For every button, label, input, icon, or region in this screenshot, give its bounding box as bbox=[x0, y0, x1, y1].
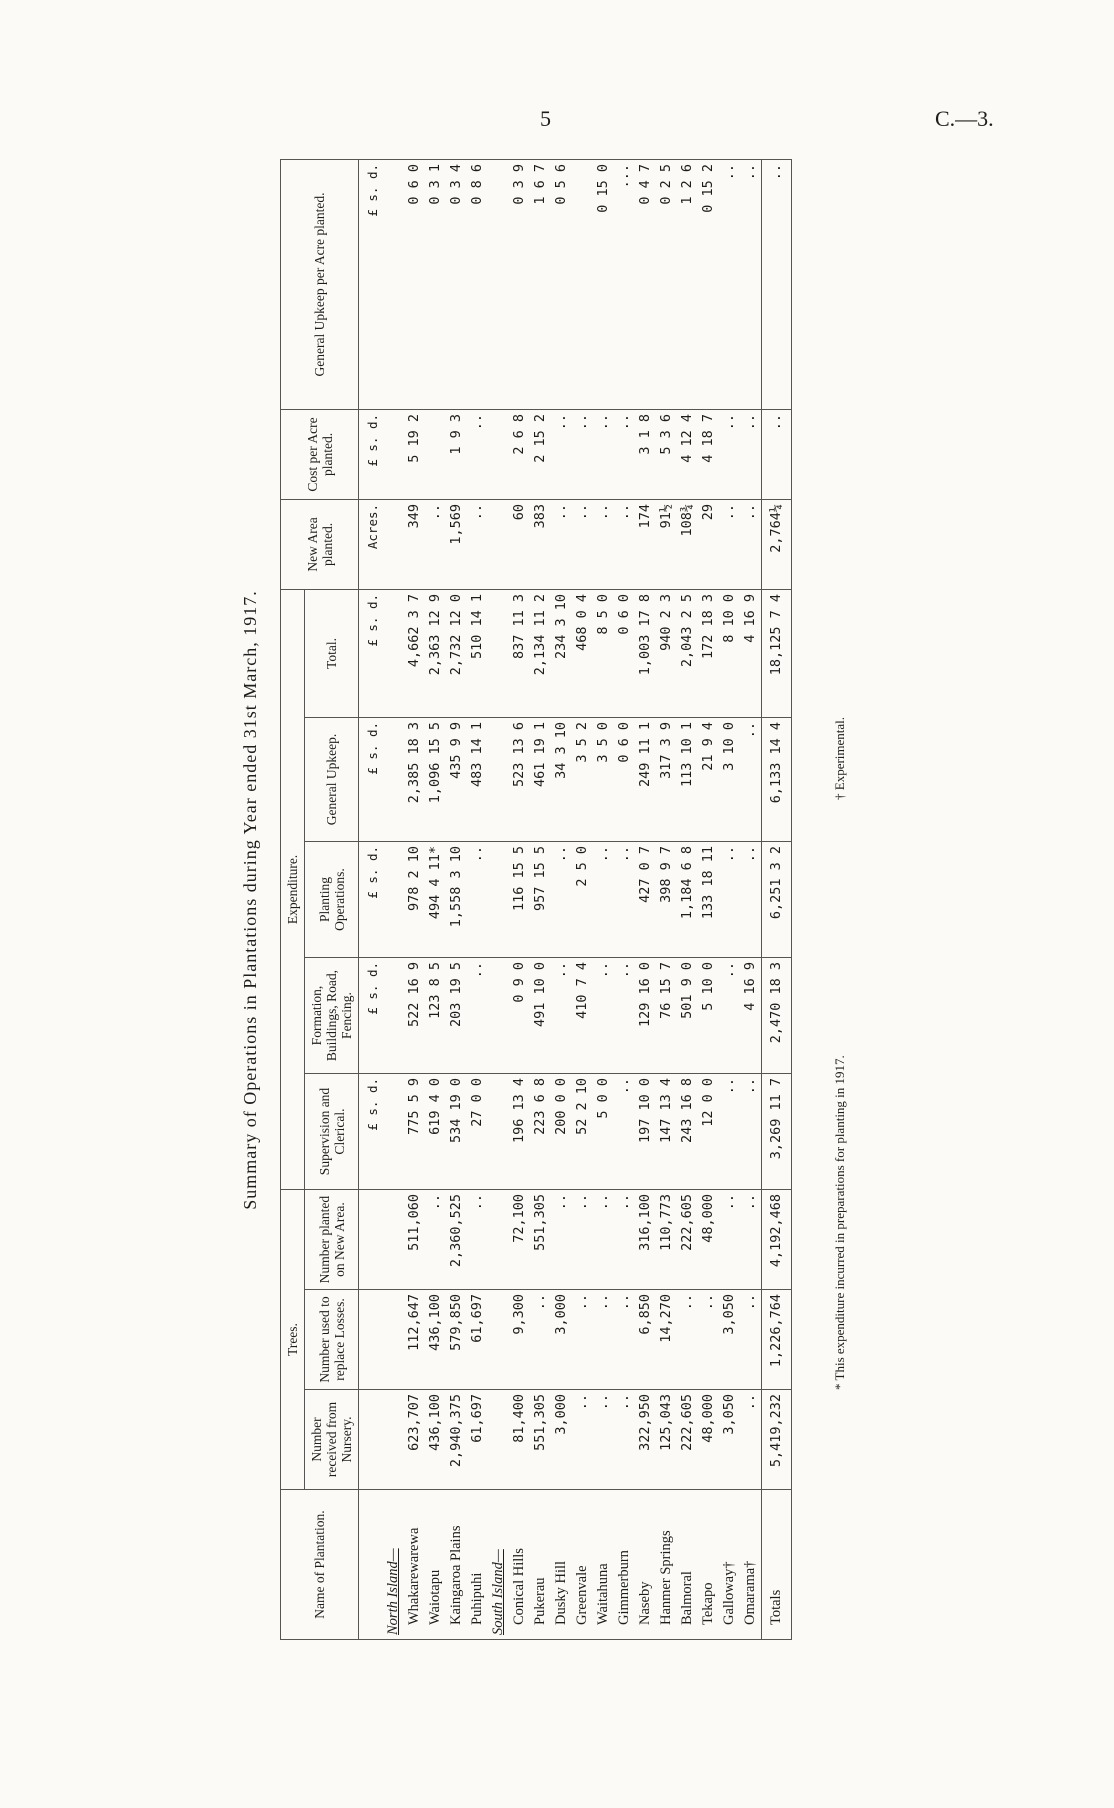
plantation-name: Omarama† bbox=[740, 1490, 762, 1640]
cell-planting: .. bbox=[551, 842, 572, 958]
cell-replace: 3,050 bbox=[719, 1290, 740, 1390]
units-name-cell bbox=[359, 1490, 384, 1640]
header-new-area: New Area planted. bbox=[281, 499, 359, 589]
cell-replace: 6,850 bbox=[635, 1290, 656, 1390]
cell-total: 2,043 2 5 bbox=[677, 589, 698, 717]
table-row bbox=[425, 159, 446, 1639]
cell-planted: .. bbox=[614, 1190, 635, 1290]
plantation-name: Galloway† bbox=[719, 1490, 740, 1640]
cell-supervision: 223 6 8 bbox=[530, 1074, 551, 1190]
units-upkeep-acre: £ s. d. bbox=[359, 159, 384, 409]
cell-upkeep: 461 19 1 bbox=[530, 718, 551, 842]
cell-replace: 3,000 bbox=[551, 1290, 572, 1390]
cell-area: 60 bbox=[509, 499, 530, 589]
cell-total: 837 11 3 bbox=[509, 589, 530, 717]
cell-supervision: 52 2 10 bbox=[572, 1074, 593, 1190]
cell-upkeep-acre: 1 6 7 bbox=[530, 159, 551, 409]
cell-replace: .. bbox=[677, 1290, 698, 1390]
header-received: Number received from Nursery. bbox=[305, 1390, 359, 1490]
plantation-name: Greenvale bbox=[572, 1490, 593, 1640]
totals-planted: 4,192,468 bbox=[762, 1190, 792, 1290]
cell-replace: 14,270 bbox=[656, 1290, 677, 1390]
cell-received: .. bbox=[572, 1390, 593, 1490]
cell-cost bbox=[425, 409, 446, 499]
cell-area: 383 bbox=[530, 499, 551, 589]
cell-area: .. bbox=[467, 499, 488, 589]
units-planting: £ s. d. bbox=[359, 842, 384, 958]
cell-planted: .. bbox=[425, 1190, 446, 1290]
cell-area: 349 bbox=[404, 499, 425, 589]
cell-area bbox=[383, 499, 404, 589]
header-upkeep-per-acre: General Upkeep per Acre planted. bbox=[281, 159, 359, 409]
group-row bbox=[488, 159, 509, 1639]
cell-upkeep: 435 9 9 bbox=[446, 718, 467, 842]
units-area: Acres. bbox=[359, 499, 384, 589]
cell-total: 172 18 3 bbox=[698, 589, 719, 717]
cell-upkeep: 523 13 6 bbox=[509, 718, 530, 842]
page-number: 5 bbox=[540, 106, 551, 131]
cell-received: 3,000 bbox=[551, 1390, 572, 1490]
rotated-summary-table-container bbox=[240, 160, 900, 1640]
cell-planted: .. bbox=[740, 1190, 762, 1290]
cell-area: 91½ bbox=[656, 499, 677, 589]
cell-planting: 957 15 5 bbox=[530, 842, 551, 958]
totals-row bbox=[762, 159, 792, 1639]
cell-replace: 436,100 bbox=[425, 1290, 446, 1390]
cell-area: .. bbox=[593, 499, 614, 589]
table-row bbox=[530, 159, 551, 1639]
cell-upkeep-acre: 0 4 7 bbox=[635, 159, 656, 409]
cell-replace: .. bbox=[572, 1290, 593, 1390]
cell-cost: 3 1 8 bbox=[635, 409, 656, 499]
cell-upkeep: 3 5 2 bbox=[572, 718, 593, 842]
cell-cost: .. bbox=[467, 409, 488, 499]
table-row bbox=[719, 159, 740, 1639]
cell-planting: 1,184 6 8 bbox=[677, 842, 698, 958]
cell-formation: 5 10 0 bbox=[698, 958, 719, 1074]
cell-supervision: 243 16 8 bbox=[677, 1074, 698, 1190]
cell-formation: 123 8 5 bbox=[425, 958, 446, 1074]
cell-supervision: 775 5 9 bbox=[404, 1074, 425, 1190]
cell-formation bbox=[488, 958, 509, 1074]
cell-planted: .. bbox=[572, 1190, 593, 1290]
cell-cost: .. bbox=[593, 409, 614, 499]
cell-planting: 1,558 3 10 bbox=[446, 842, 467, 958]
cell-upkeep-acre bbox=[572, 159, 593, 409]
cell-cost: 4 12 4 bbox=[677, 409, 698, 499]
cell-planting: 116 15 5 bbox=[509, 842, 530, 958]
cell-upkeep-acre bbox=[383, 159, 404, 409]
cell-upkeep: 483 14 1 bbox=[467, 718, 488, 842]
cell-total: 510 14 1 bbox=[467, 589, 488, 717]
cell-formation: 4 16 9 bbox=[740, 958, 762, 1074]
cell-formation: .. bbox=[593, 958, 614, 1074]
group-row bbox=[383, 159, 404, 1639]
header-upkeep: General Upkeep. bbox=[305, 718, 359, 842]
cell-supervision: 5 0 0 bbox=[593, 1074, 614, 1190]
cell-replace: .. bbox=[698, 1290, 719, 1390]
table-row bbox=[593, 159, 614, 1639]
cell-planted: .. bbox=[719, 1190, 740, 1290]
table-row bbox=[467, 159, 488, 1639]
cell-supervision: .. bbox=[740, 1074, 762, 1190]
cell-total: 0 6 0 bbox=[614, 589, 635, 717]
cell-replace: .. bbox=[593, 1290, 614, 1390]
cell-area: .. bbox=[719, 499, 740, 589]
cell-formation: 410 7 4 bbox=[572, 958, 593, 1074]
cell-area: .. bbox=[551, 499, 572, 589]
cell-planting: .. bbox=[614, 842, 635, 958]
cell-cost: .. bbox=[740, 409, 762, 499]
cell-planting: 978 2 10 bbox=[404, 842, 425, 958]
cell-upkeep: 34 3 10 bbox=[551, 718, 572, 842]
cell-planting bbox=[488, 842, 509, 958]
plantation-name: Tekapo bbox=[698, 1490, 719, 1640]
cell-received: 2,940,375 bbox=[446, 1390, 467, 1490]
table-row bbox=[551, 159, 572, 1639]
cell-supervision: .. bbox=[614, 1074, 635, 1190]
table-row bbox=[740, 159, 762, 1639]
cell-received: 551,305 bbox=[530, 1390, 551, 1490]
cell-cost: .. bbox=[719, 409, 740, 499]
totals-received: 5,419,232 bbox=[762, 1390, 792, 1490]
cell-planting: .. bbox=[467, 842, 488, 958]
cell-upkeep: 113 10 1 bbox=[677, 718, 698, 842]
header-total: Total. bbox=[305, 589, 359, 717]
cell-supervision: 147 13 4 bbox=[656, 1074, 677, 1190]
table-row bbox=[698, 159, 719, 1639]
cell-cost: .. bbox=[572, 409, 593, 499]
header-planting: Planting Operations. bbox=[305, 842, 359, 958]
cell-cost: 2 15 2 bbox=[530, 409, 551, 499]
cell-total: 234 3 10 bbox=[551, 589, 572, 717]
cell-upkeep: 317 3 9 bbox=[656, 718, 677, 842]
cell-received: 48,000 bbox=[698, 1390, 719, 1490]
cell-total: 4,662 3 7 bbox=[404, 589, 425, 717]
cell-upkeep: 0 6 0 bbox=[614, 718, 635, 842]
cell-upkeep: 1,096 15 5 bbox=[425, 718, 446, 842]
cell-area: .. bbox=[614, 499, 635, 589]
cell-received: .. bbox=[740, 1390, 762, 1490]
cell-area: .. bbox=[740, 499, 762, 589]
cell-formation: .. bbox=[719, 958, 740, 1074]
totals-supervision: 3,269 11 7 bbox=[762, 1074, 792, 1190]
header-cost-per-acre: Cost per Acre planted. bbox=[281, 409, 359, 499]
cell-planted: 222,605 bbox=[677, 1190, 698, 1290]
plantation-name: Conical Hills bbox=[509, 1490, 530, 1640]
cell-supervision: 197 10 0 bbox=[635, 1074, 656, 1190]
cell-upkeep-acre: .. bbox=[719, 159, 740, 409]
cell-formation bbox=[383, 958, 404, 1074]
plantation-summary-table bbox=[280, 159, 792, 1640]
units-replace-cell bbox=[359, 1290, 384, 1390]
cell-supervision: 619 4 0 bbox=[425, 1074, 446, 1190]
cell-replace: .. bbox=[614, 1290, 635, 1390]
cell-upkeep-acre: ... bbox=[614, 159, 635, 409]
cell-formation: .. bbox=[467, 958, 488, 1074]
cell-planting: .. bbox=[593, 842, 614, 958]
table-row bbox=[677, 159, 698, 1639]
cell-cost: 4 18 7 bbox=[698, 409, 719, 499]
cell-planted: .. bbox=[467, 1190, 488, 1290]
cell-planting: 398 9 7 bbox=[656, 842, 677, 958]
cell-planting: .. bbox=[719, 842, 740, 958]
plantation-name: Hanmer Springs bbox=[656, 1490, 677, 1640]
cell-planting: 133 18 11 bbox=[698, 842, 719, 958]
totals-planting: 6,251 3 2 bbox=[762, 842, 792, 958]
cell-area: 29 bbox=[698, 499, 719, 589]
table-row bbox=[446, 159, 467, 1639]
cell-total: 1,003 17 8 bbox=[635, 589, 656, 717]
totals-upkeep-acre: .. bbox=[762, 159, 792, 409]
plantation-name: Naseby bbox=[635, 1490, 656, 1640]
cell-planting: 494 4 11* bbox=[425, 842, 446, 958]
cell-total: 2,732 12 0 bbox=[446, 589, 467, 717]
cell-upkeep-acre: 0 3 9 bbox=[509, 159, 530, 409]
cell-formation: 522 16 9 bbox=[404, 958, 425, 1074]
cell-upkeep-acre: 0 15 0 bbox=[593, 159, 614, 409]
header-name-of-plantation: Name of Plantation. bbox=[281, 1490, 359, 1640]
plantation-name: Dusky Hill bbox=[551, 1490, 572, 1640]
cell-area: 1,569 bbox=[446, 499, 467, 589]
cell-planted: 551,305 bbox=[530, 1190, 551, 1290]
cell-supervision: 196 13 4 bbox=[509, 1074, 530, 1190]
cell-planted: 511,060 bbox=[404, 1190, 425, 1290]
cell-received: .. bbox=[593, 1390, 614, 1490]
plantation-name: Pukerau bbox=[530, 1490, 551, 1640]
table-title: Summary of Operations in Plantations during Year ended 31st March, 1917. bbox=[240, 590, 260, 1210]
footnote-expenditure: * This expenditure incurred in preparations for planting in 1917. bbox=[832, 1055, 847, 1390]
cell-received bbox=[488, 1390, 509, 1490]
cell-total bbox=[383, 589, 404, 717]
cell-received: 322,950 bbox=[635, 1390, 656, 1490]
cell-upkeep: 2,385 18 3 bbox=[404, 718, 425, 842]
table-body bbox=[359, 159, 762, 1639]
cell-cost: 5 3 6 bbox=[656, 409, 677, 499]
cell-supervision: 12 0 0 bbox=[698, 1074, 719, 1190]
cell-area bbox=[488, 499, 509, 589]
cell-replace: 579,850 bbox=[446, 1290, 467, 1390]
cell-upkeep-acre: 0 3 4 bbox=[446, 159, 467, 409]
footnote-experimental: † Experimental. bbox=[832, 716, 847, 800]
cell-formation: 491 10 0 bbox=[530, 958, 551, 1074]
cell-replace: .. bbox=[740, 1290, 762, 1390]
plantation-name: Waiotapu bbox=[425, 1490, 446, 1640]
cell-supervision bbox=[488, 1074, 509, 1190]
units-total: £ s. d. bbox=[359, 589, 384, 717]
group-label: South Island— bbox=[488, 1490, 509, 1640]
plantation-name: Whakarewarewa bbox=[404, 1490, 425, 1640]
cell-formation: 501 9 0 bbox=[677, 958, 698, 1074]
cell-replace bbox=[488, 1290, 509, 1390]
units-row bbox=[359, 159, 384, 1639]
cell-replace: .. bbox=[530, 1290, 551, 1390]
cell-cost: .. bbox=[551, 409, 572, 499]
cell-upkeep: 3 5 0 bbox=[593, 718, 614, 842]
cell-replace: 61,697 bbox=[467, 1290, 488, 1390]
cell-upkeep-acre: 0 5 6 bbox=[551, 159, 572, 409]
cell-formation: .. bbox=[614, 958, 635, 1074]
table-row bbox=[572, 159, 593, 1639]
cell-received: 81,400 bbox=[509, 1390, 530, 1490]
cell-total: 8 5 0 bbox=[593, 589, 614, 717]
cell-total: 4 16 9 bbox=[740, 589, 762, 717]
cell-total: 940 2 3 bbox=[656, 589, 677, 717]
cell-upkeep-acre: 0 6 0 bbox=[404, 159, 425, 409]
header-trees: Trees. bbox=[281, 1190, 305, 1490]
units-planted-cell bbox=[359, 1190, 384, 1290]
cell-replace: 9,300 bbox=[509, 1290, 530, 1390]
header-supervision: Supervision and Clerical. bbox=[305, 1074, 359, 1190]
cell-formation: 0 9 0 bbox=[509, 958, 530, 1074]
cell-cost bbox=[488, 409, 509, 499]
cell-cost: .. bbox=[614, 409, 635, 499]
cell-total: 2,363 12 9 bbox=[425, 589, 446, 717]
cell-planting: .. bbox=[740, 842, 762, 958]
cell-cost: 5 19 2 bbox=[404, 409, 425, 499]
cell-formation: .. bbox=[551, 958, 572, 1074]
header-planted: Number planted on New Area. bbox=[305, 1190, 359, 1290]
plantation-name: Balmoral bbox=[677, 1490, 698, 1640]
cell-received: 3,050 bbox=[719, 1390, 740, 1490]
cell-upkeep-acre: .. bbox=[740, 159, 762, 409]
totals-label: Totals bbox=[762, 1490, 792, 1640]
cell-supervision: 534 19 0 bbox=[446, 1074, 467, 1190]
totals-replace: 1,226,764 bbox=[762, 1290, 792, 1390]
cell-total: 8 10 0 bbox=[719, 589, 740, 717]
cell-cost: 1 9 3 bbox=[446, 409, 467, 499]
cell-planting: 427 0 7 bbox=[635, 842, 656, 958]
cell-received: 623,707 bbox=[404, 1390, 425, 1490]
cell-planted: 110,773 bbox=[656, 1190, 677, 1290]
cell-upkeep-acre: 1 2 6 bbox=[677, 159, 698, 409]
plantation-name: Puhipuhi bbox=[467, 1490, 488, 1640]
plantation-name: Waitahuna bbox=[593, 1490, 614, 1640]
cell-received: .. bbox=[614, 1390, 635, 1490]
cell-upkeep-acre bbox=[488, 159, 509, 409]
cell-received: 61,697 bbox=[467, 1390, 488, 1490]
units-formation: £ s. d. bbox=[359, 958, 384, 1074]
cell-replace: 112,647 bbox=[404, 1290, 425, 1390]
plantation-name: Kaingaroa Plains bbox=[446, 1490, 467, 1640]
cell-cost bbox=[383, 409, 404, 499]
cell-upkeep: 21 9 4 bbox=[698, 718, 719, 842]
units-cost: £ s. d. bbox=[359, 409, 384, 499]
cell-planted bbox=[383, 1190, 404, 1290]
cell-planted: .. bbox=[551, 1190, 572, 1290]
cell-upkeep: 3 10 0 bbox=[719, 718, 740, 842]
cell-planted: 48,000 bbox=[698, 1190, 719, 1290]
cell-formation: 76 15 7 bbox=[656, 958, 677, 1074]
cell-upkeep: 249 11 1 bbox=[635, 718, 656, 842]
cell-area: .. bbox=[425, 499, 446, 589]
table-row bbox=[614, 159, 635, 1639]
units-received-cell bbox=[359, 1390, 384, 1490]
cell-replace bbox=[383, 1290, 404, 1390]
cell-area: 108¾ bbox=[677, 499, 698, 589]
cell-planting: 2 5 0 bbox=[572, 842, 593, 958]
cell-area: 174 bbox=[635, 499, 656, 589]
cell-supervision: 27 0 0 bbox=[467, 1074, 488, 1190]
cell-supervision: .. bbox=[719, 1074, 740, 1190]
cell-formation: 129 16 0 bbox=[635, 958, 656, 1074]
header-replace: Number used to replace Losses. bbox=[305, 1290, 359, 1390]
cell-upkeep bbox=[488, 718, 509, 842]
cell-upkeep-acre: 0 3 1 bbox=[425, 159, 446, 409]
document-code: C.—3. bbox=[935, 106, 994, 131]
header-expenditure: Expenditure. bbox=[281, 589, 305, 1189]
cell-planted bbox=[488, 1190, 509, 1290]
cell-planted: 316,100 bbox=[635, 1190, 656, 1290]
cell-received: 222,605 bbox=[677, 1390, 698, 1490]
cell-planted: 72,100 bbox=[509, 1190, 530, 1290]
plantation-name: Gimmerburn bbox=[614, 1490, 635, 1640]
header-formation: Formation, Buildings, Road, Fencing. bbox=[305, 958, 359, 1074]
cell-supervision bbox=[383, 1074, 404, 1190]
cell-upkeep-acre: 0 15 2 bbox=[698, 159, 719, 409]
totals-cost: .. bbox=[762, 409, 792, 499]
totals-total: 18,125 7 4 bbox=[762, 589, 792, 717]
totals-formation: 2,470 18 3 bbox=[762, 958, 792, 1074]
cell-received: 436,100 bbox=[425, 1390, 446, 1490]
cell-area: .. bbox=[572, 499, 593, 589]
table-row bbox=[509, 159, 530, 1639]
cell-cost: 2 6 8 bbox=[509, 409, 530, 499]
cell-upkeep: .. bbox=[740, 718, 762, 842]
cell-total bbox=[488, 589, 509, 717]
group-label: North Island— bbox=[383, 1490, 404, 1640]
cell-upkeep bbox=[383, 718, 404, 842]
cell-total: 2,134 11 2 bbox=[530, 589, 551, 717]
cell-received: 125,043 bbox=[656, 1390, 677, 1490]
units-upkeep: £ s. d. bbox=[359, 718, 384, 842]
table-row bbox=[656, 159, 677, 1639]
units-supervision: £ s. d. bbox=[359, 1074, 384, 1190]
totals-upkeep: 6,133 14 4 bbox=[762, 718, 792, 842]
cell-planted: .. bbox=[593, 1190, 614, 1290]
totals-area: 2,764¼ bbox=[762, 499, 792, 589]
cell-planted: 2,360,525 bbox=[446, 1190, 467, 1290]
table-row bbox=[635, 159, 656, 1639]
cell-received bbox=[383, 1390, 404, 1490]
cell-upkeep-acre: 0 2 5 bbox=[656, 159, 677, 409]
cell-supervision: 200 0 0 bbox=[551, 1074, 572, 1190]
cell-planting bbox=[383, 842, 404, 958]
table-row bbox=[404, 159, 425, 1639]
cell-formation: 203 19 5 bbox=[446, 958, 467, 1074]
cell-total: 468 0 4 bbox=[572, 589, 593, 717]
cell-upkeep-acre: 0 8 6 bbox=[467, 159, 488, 409]
